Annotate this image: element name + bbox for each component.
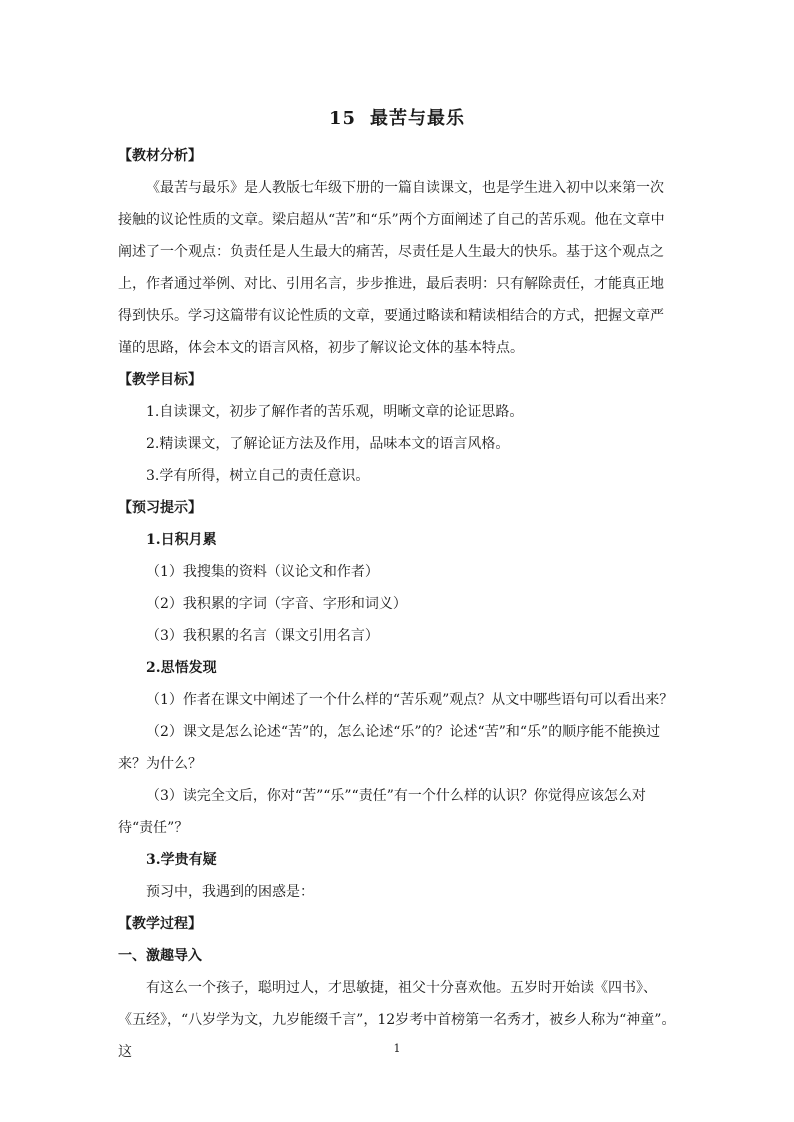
lesson-title	[0, 104, 794, 130]
page-number: 1	[393, 1042, 401, 1055]
process-part-heading: 一、激趣导入	[118, 948, 202, 964]
preview-item: （2）我积累的字词（字音、字形和词义）	[146, 596, 407, 612]
section-heading-analysis: 【教材分析】	[118, 148, 202, 164]
preview-doubt-text: 预习中，我遇到的困惑是：	[146, 884, 314, 900]
goal-item: 3.学有所得，树立自己的责任意识。	[146, 468, 370, 484]
lesson-number: 15	[328, 108, 357, 129]
preview-subheading-3: 3.学贵有疑	[146, 852, 217, 868]
preview-subheading-1: 1.日积月累	[146, 532, 217, 548]
lesson-title-text: 最苦与最乐	[370, 108, 466, 129]
section-heading-goals: 【教学目标】	[118, 372, 202, 388]
process-paragraph: 有这么一个孩子，聪明过人，才思敏捷，祖父十分喜欢他。五岁时开始读《四书》、《五经》，“八岁学为文，九岁能缀千言”，12岁考中首榜第一名秀才，被乡人称为“神童”。这	[118, 980, 676, 1060]
goal-item: 2.精读课文，了解论证方法及作用，品味本文的语言风格。	[146, 436, 510, 452]
document-body	[118, 140, 676, 1068]
preview-item: （3）我积累的名言（课文引用名言）	[146, 628, 379, 644]
analysis-paragraph: 《最苦与最乐》是人教版七年级下册的一篇自读课文，也是学生进入初中以来第一次接触的议论性质的文章。梁启超从“苦”和“乐”两个方面阐述了自己的苦乐观。他在文章中阐述了一个观点：负责任是人生最大的痛苦，尽责任是人生最大的快乐。基于这个观点之上，作者通过举例、对比、引用名言，步步推进，最后表明：只有解除责任，才能真正地得到快乐。学习这篇带有议论性质的文章，要通过略读和精读相结合的方式，把握文章严谨的思路，体会本文的语言风格，初步了解议论文体的基本特点。	[118, 180, 665, 356]
goal-item: 1.自读课文，初步了解作者的苦乐观，明晰文章的论证思路。	[146, 404, 524, 420]
section-heading-process: 【教学过程】	[118, 916, 202, 932]
section-heading-preview: 【预习提示】	[118, 500, 202, 516]
preview-question: （2）课文是怎么论述“苦”的，怎么论述“乐”的？论述“苦”和“乐”的顺序能不能换过来？为什么？	[118, 724, 661, 772]
preview-item: （1）我搜集的资料（议论文和作者）	[146, 564, 379, 580]
preview-question: （3）读完全文后，你对“苦”“乐”“责任”有一个什么样的认识？你觉得应该怎么对待“责任”？	[118, 788, 646, 836]
preview-question: （1）作者在课文中阐述了一个什么样的“苦乐观”观点？从文中哪些语句可以看出来？	[146, 692, 674, 708]
preview-subheading-2: 2.思悟发现	[146, 660, 217, 676]
